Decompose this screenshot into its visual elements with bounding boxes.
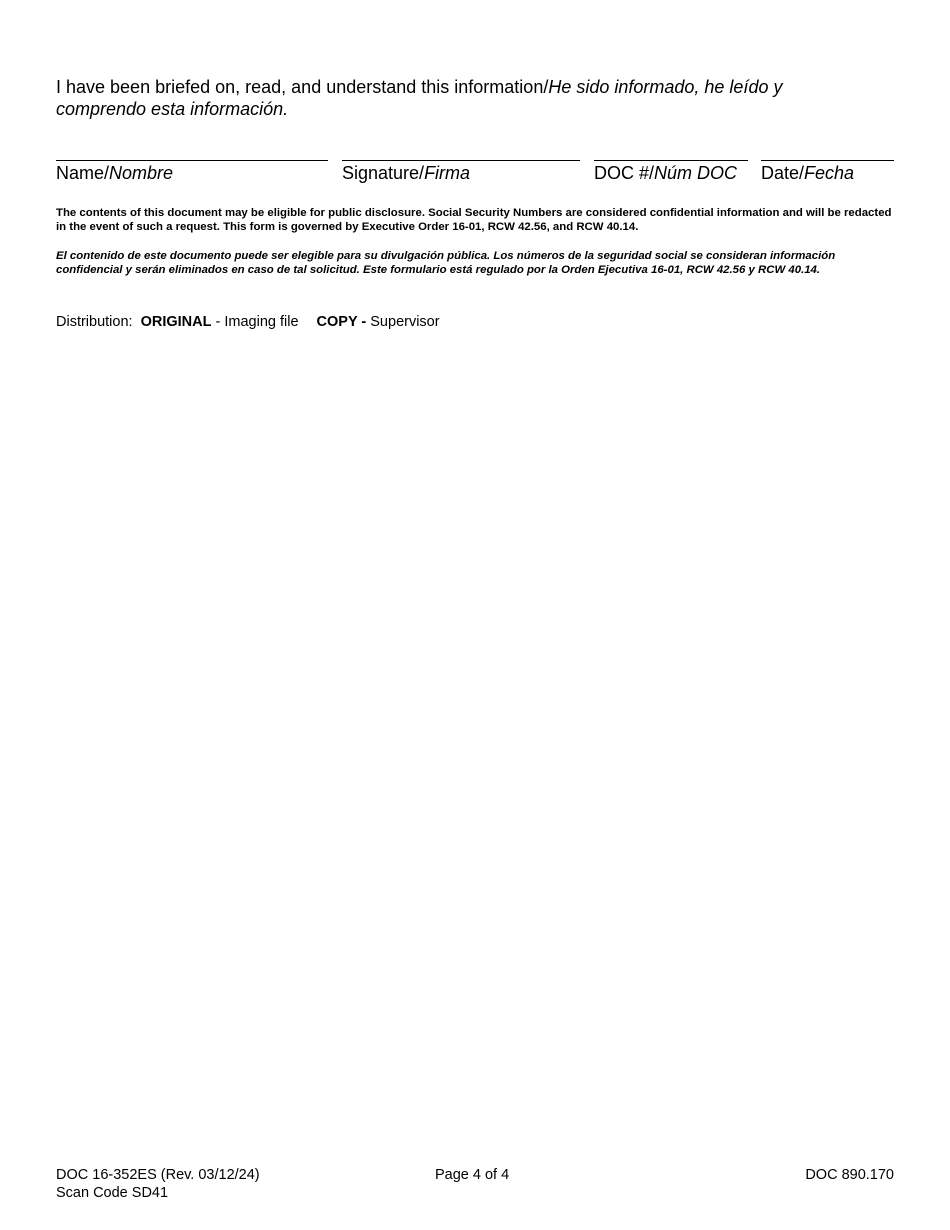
distribution-original: ORIGINAL bbox=[140, 314, 212, 330]
date-field[interactable] bbox=[761, 160, 894, 184]
disclosure-notice-spanish: El contenido de este documento puede ser elegible para su divulgación pública. Los números de la seguridad social se consideran información confidencial y serán eliminados en caso de tal solicitud. Este formulario está regulado por la Orden Ejecutiva 16-01, RCW 42.56 y RCW 40.14. bbox=[56, 250, 836, 276]
doc-number-label: DOC #/ bbox=[594, 163, 655, 183]
doc-number-field[interactable] bbox=[594, 160, 748, 184]
name-label-spanish: Nombre bbox=[109, 163, 174, 183]
footer-form-info bbox=[56, 1166, 260, 1202]
distribution-original-dest: - Imaging file bbox=[215, 314, 299, 330]
distribution-copy: COPY - bbox=[316, 314, 367, 330]
date-label-spanish: Fecha bbox=[804, 163, 855, 183]
acknowledgement-english: I have been briefed on, read, and understand this information/ bbox=[56, 77, 549, 97]
signature-field[interactable] bbox=[342, 160, 580, 184]
disclosure-notice-english: The contents of this document may be eligible for public disclosure. Social Security Numbers are considered confidential information and will be redacted in the event of such a request. This form is governed by Executive Order 16-01, RCW 42.56, and RCW 40.14. bbox=[56, 207, 892, 233]
signature-label: Signature/ bbox=[342, 163, 425, 183]
date-label: Date/ bbox=[761, 163, 805, 183]
scan-code: Scan Code SD41 bbox=[56, 1185, 169, 1201]
page-number: Page 4 of 4 bbox=[435, 1167, 510, 1183]
doc-number-label-spanish: Núm DOC bbox=[654, 163, 738, 183]
name-label: Name/ bbox=[56, 163, 110, 183]
name-field[interactable] bbox=[56, 160, 328, 184]
policy-number: DOC 890.170 bbox=[805, 1167, 894, 1183]
distribution-label: Distribution: bbox=[56, 314, 133, 330]
acknowledgement-spanish: He sido informado, he leído y comprendo esta información. bbox=[56, 77, 783, 119]
acknowledgement-statement bbox=[56, 76, 856, 120]
signature-label-spanish: Firma bbox=[424, 163, 471, 183]
distribution-copy-dest: Supervisor bbox=[370, 314, 440, 330]
form-number: DOC 16-352ES (Rev. 03/12/24) bbox=[56, 1167, 260, 1183]
distribution-line bbox=[56, 313, 440, 331]
